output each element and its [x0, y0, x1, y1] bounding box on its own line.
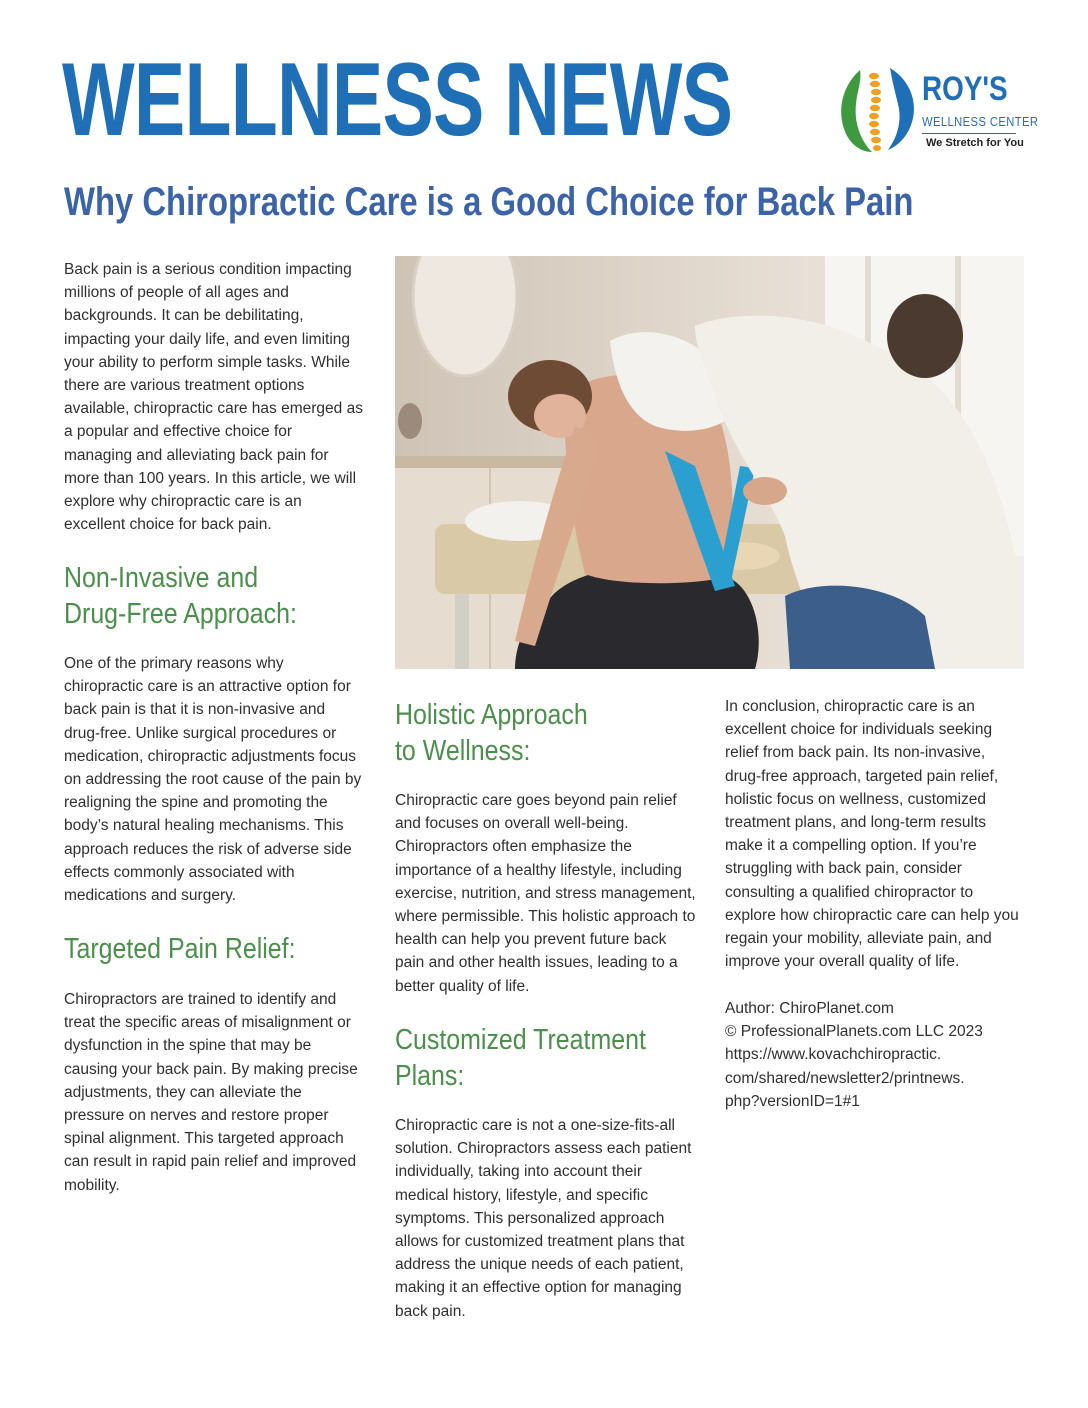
noninvasive-body: One of the primary reasons why chiropractic care is an attractive option for back pain is that it is non-invasive and drug-free. Unlike surgical procedures or medication, chiropractic adjustments focus on addressing the root cause of the pain by realigning the spine and promoting the body’s natural healing mechanisms. This approach reduces the risk of adverse side effects commonly associated with medications and surgery.: [64, 655, 362, 905]
logo-tagline: We Stretch for You: [926, 137, 1024, 149]
customized-heading: [395, 1022, 662, 1094]
masthead-title: WELLNESS NEWS: [62, 42, 733, 158]
section-targeted: [64, 931, 364, 967]
customized-body-wrap: [395, 1114, 695, 1323]
credits-url-line2: com/shared/newsletter2/printnews.: [725, 1069, 965, 1087]
column-left: [64, 258, 364, 536]
holistic-body: Chiropractic care goes beyond pain relief and focuses on overall well-being. Chiropractors often emphasize the importance of a healthy lifestyle, including exercise, nutrition, and stress management, where permissible. This holistic approach to health can help you prevent future back pain and other health issues, leading to a better quality of life.: [395, 792, 696, 995]
article-headline: Why Chiropractic Care is a Good Choice for Back Pain: [64, 180, 914, 224]
section-customized: [395, 1022, 705, 1094]
targeted-body-wrap: [64, 988, 364, 1197]
spine-logo-icon: [832, 64, 918, 154]
noninvasive-heading: [64, 560, 322, 632]
noninvasive-heading-line2: Drug-Free Approach:: [64, 598, 297, 630]
credits-block: [725, 997, 1025, 1113]
holistic-heading-line1: Holistic Approach: [395, 699, 588, 731]
logo-divider: [922, 133, 1016, 134]
logo-subtitle: WELLNESS CENTER: [922, 114, 1039, 129]
section-noninvasive: [64, 560, 364, 632]
intro-paragraph: Back pain is a serious condition impacting millions of people of all ages and backgrounds. It can be debilitating, impacting your daily life, and even limiting your ability to perform simple tasks. While there are various treatment options available, chiropractic care has emerged as a popular and effective choice for managing and alleviating back pain for more than 100 years. In this article, we will explore why chiropractic care is an excellent choice for back pain.: [64, 261, 363, 534]
noninvasive-heading-line1: Non-Invasive and: [64, 562, 259, 594]
credits-author: Author: ChiroPlanet.com: [725, 1000, 894, 1017]
holistic-heading: [395, 697, 662, 769]
holistic-heading-line2: to Wellness:: [395, 735, 531, 767]
customized-heading-line1: Customized Treatment: [395, 1024, 646, 1056]
logo-name: ROY'S: [922, 70, 1008, 108]
noninvasive-body-wrap: [64, 652, 364, 907]
treatment-photo-icon: [395, 256, 1024, 669]
targeted-body: Chiropractors are trained to identify and treat the specific areas of misalignment or dysfunction in the spine that may be causing your back pain. By making precise adjustments, they can alleviate the pressure on nerves and restore proper spinal alignment. This targeted approach can result in rapid pain relief and improved mobility.: [64, 991, 358, 1194]
customized-body: Chiropractic care is not a one-size-fits-all solution. Chiropractors assess each patient individually, taking into account their medical history, lifestyle, and specific symptoms. This personalized approach allows for customized treatment plans that address the unique needs of each patient, making it an effective option for managing back pain.: [395, 1117, 692, 1320]
column-right: [725, 695, 1025, 973]
customized-heading-line2: Plans:: [395, 1060, 465, 1092]
holistic-body-wrap: [395, 789, 700, 998]
conclusion-paragraph: In conclusion, chiropractic care is an excellent choice for individuals seeking relief from back pain. Its non-invasive, drug-free approach, targeted pain relief, holistic focus on wellness, customized treatment plans, and long-term results make it a compelling option. If you’re struggling with back pain, consider consulting a qualified chiropractor to explore how chiropractic care can help you regain your mobility, alleviate pain, and improve your overall quality of life.: [725, 698, 1019, 971]
credits-copyright: © ProfessionalPlanets.com LLC 2023: [725, 1023, 983, 1041]
credits-url-line3: php?versionID=1#1: [725, 1092, 860, 1110]
credits-url-line1: https://www.kovachchiropractic.: [725, 1046, 942, 1064]
roys-wellness-logo: [832, 64, 1039, 154]
targeted-heading: Targeted Pain Relief:: [64, 933, 296, 965]
chiropractor-treatment-photo: [395, 256, 1024, 669]
section-holistic: [395, 697, 705, 769]
